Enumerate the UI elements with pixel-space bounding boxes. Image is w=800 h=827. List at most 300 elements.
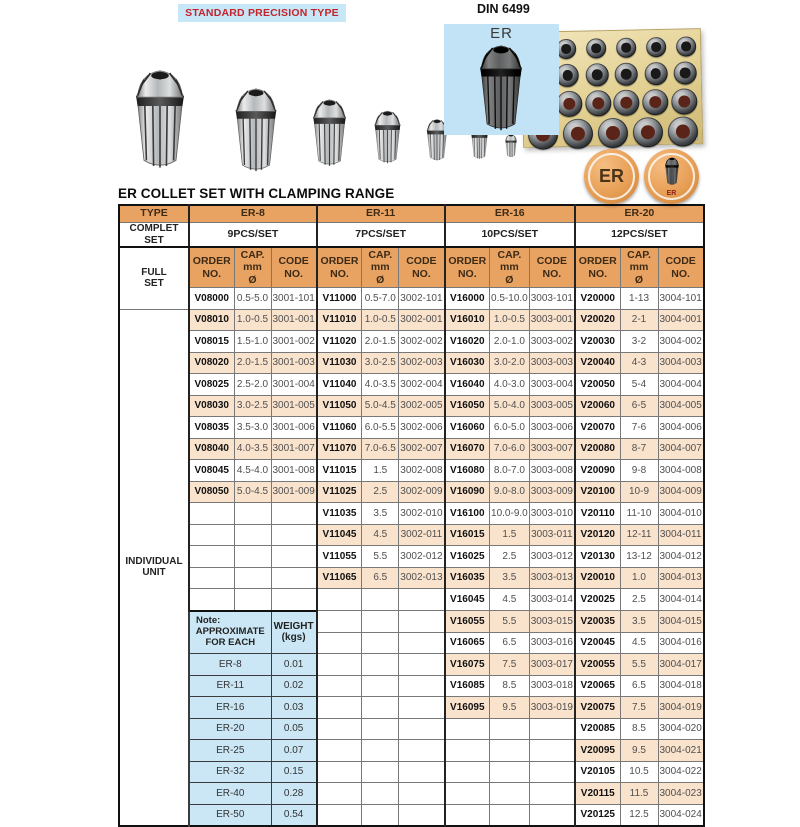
order-no: V20075 [575,697,620,719]
empty-cell [399,804,445,826]
collet-bore [651,42,660,51]
code-no: 3004-002 [658,331,704,353]
order-no: V11065 [317,567,362,589]
capacity-mm: 4.5-4.0 [234,460,271,482]
code-no: 3004-001 [658,309,704,331]
collet-bore [591,44,600,53]
order-no: V11015 [317,460,362,482]
capacity-mm: 2.5 [362,481,399,503]
tray-collet [585,90,612,117]
tray-collet [668,116,699,147]
capacity-mm: 8.5 [620,718,658,740]
order-no: V20030 [575,331,620,353]
tray-collet [616,37,636,57]
order-no: V16050 [445,395,490,417]
order-no: V20085 [575,718,620,740]
collet-bore [676,124,690,138]
weight-value: 0.54 [271,804,317,826]
empty-cell [362,740,399,762]
collet-bore [592,97,604,109]
empty-cell [445,740,490,762]
tray-collet [556,64,579,87]
empty-cell [189,503,234,525]
complet-set-label: COMPLET SET [119,223,189,248]
capacity-mm: 5.5 [490,611,530,633]
capacity-mm: 7.5 [620,697,658,719]
er-badge-sub-text: ER [666,190,677,197]
code-no: 3002-012 [399,546,445,568]
collet-bore [621,97,633,109]
order-no: V11000 [317,288,362,310]
tray-collet [644,62,667,85]
order-no: V16045 [445,589,490,611]
order-no: V16100 [445,503,490,525]
collet-photo [365,108,410,165]
capacity-mm: 5.5 [362,546,399,568]
code-no: 3003-001 [529,309,575,331]
order-no: V08000 [189,288,234,310]
empty-cell [189,589,234,611]
empty-cell [234,503,271,525]
code-no: 3004-013 [658,567,704,589]
tray-collet [586,38,606,58]
capacity-mm: 9-8 [620,460,658,482]
tray-collet [673,61,696,84]
code-no: 3004-019 [658,697,704,719]
empty-cell [445,783,490,805]
note-approximate-label: Note: APPROXIMATE FOR EACH [189,611,271,654]
code-no: 3003-004 [529,374,575,396]
code-no: 3002-101 [399,288,445,310]
capacity-mm: 2.0-1.5 [234,352,271,374]
group-header-er-16: ER-16 [445,205,575,223]
empty-cell [317,718,362,740]
type-header: TYPE [119,205,189,223]
empty-cell [399,783,445,805]
empty-cell [362,783,399,805]
order-no: V16000 [445,288,490,310]
capacity-mm: 10.0-9.0 [490,503,530,525]
capacity-mm: 5.0-4.5 [362,395,399,417]
code-no: 3001-004 [271,374,317,396]
code-no: 3004-018 [658,675,704,697]
order-no: V16060 [445,417,490,439]
collet-bore [650,68,661,79]
empty-cell [445,804,490,826]
code-no: 3003-008 [529,460,575,482]
individual-unit-label: INDIVIDUAL UNIT [119,309,189,826]
code-no: 3004-004 [658,374,704,396]
capacity-mm: 12-11 [620,524,658,546]
code-no: 3003-007 [529,438,575,460]
capacity-mm: 2-1 [620,309,658,331]
code-no: 3003-013 [529,567,575,589]
badge-collet-icon [657,156,687,186]
order-no: V20050 [575,374,620,396]
capacity-mm: 3.5-3.0 [234,417,271,439]
collet-bore [562,70,573,81]
code-no: 3002-013 [399,567,445,589]
empty-cell [399,632,445,654]
empty-cell [445,718,490,740]
capacity-mm: 1-13 [620,288,658,310]
empty-cell [362,804,399,826]
capacity-mm: 11-10 [620,503,658,525]
capacity-mm: 7.0-6.5 [362,438,399,460]
capacity-mm: 11.5 [620,783,658,805]
tray-collet [598,118,629,149]
weight-series-label: ER-11 [189,675,271,697]
empty-cell [317,611,362,633]
order-no: V16075 [445,654,490,676]
capacity-mm: 8-7 [620,438,658,460]
order-no: V08015 [189,331,234,353]
code-no: 3004-012 [658,546,704,568]
empty-cell [362,761,399,783]
group-header-er-20: ER-20 [575,205,704,223]
order-no: V20010 [575,567,620,589]
code-no: 3003-019 [529,697,575,719]
code-no: 3003-009 [529,481,575,503]
order-no: V16030 [445,352,490,374]
empty-cell [399,675,445,697]
empty-cell [189,567,234,589]
order-no: V16055 [445,611,490,633]
weight-value: 0.03 [271,697,317,719]
er-frame-label: ER [490,25,513,42]
order-no: V20020 [575,309,620,331]
empty-cell [399,718,445,740]
order-no: V16035 [445,567,490,589]
empty-cell [529,718,575,740]
empty-cell [317,697,362,719]
order-no: V16065 [445,632,490,654]
weight-series-label: ER-40 [189,783,271,805]
code-no: 3004-011 [658,524,704,546]
collet-bore [561,44,570,53]
code-no: 3001-001 [271,309,317,331]
code-no: 3004-022 [658,761,704,783]
order-no: V11035 [317,503,362,525]
cap-header: CAP. mm Ø [490,247,530,288]
empty-cell [529,761,575,783]
capacity-mm: 10-9 [620,481,658,503]
empty-cell [362,589,399,611]
order-no: V20090 [575,460,620,482]
order-no: V20105 [575,761,620,783]
weight-value: 0.15 [271,761,317,783]
empty-cell [317,804,362,826]
capacity-mm: 4.5 [620,632,658,654]
order-no: V08025 [189,374,234,396]
capacity-mm: 8.0-7.0 [490,460,530,482]
order-no: V11025 [317,481,362,503]
code-no: 3001-005 [271,395,317,417]
order-no: V11070 [317,438,362,460]
spec-table [118,204,705,827]
empty-cell [529,804,575,826]
tray-collet [613,89,640,116]
capacity-mm: 1.0-0.5 [490,309,530,331]
order-no-header: ORDER NO. [317,247,362,288]
order-no: V20000 [575,288,620,310]
order-no-header: ORDER NO. [189,247,234,288]
order-no: V08020 [189,352,234,374]
capacity-mm: 9.0-8.0 [490,481,530,503]
empty-cell [399,740,445,762]
capacity-mm: 4-3 [620,352,658,374]
collet-bore [606,126,620,140]
empty-cell [317,783,362,805]
code-no: 3004-008 [658,460,704,482]
order-no: V08030 [189,395,234,417]
capacity-mm: 3.0-2.0 [490,352,530,374]
capacity-mm: 3.5 [362,503,399,525]
tray-collet [671,88,698,115]
weight-value: 0.01 [271,654,317,676]
section-title: ER COLLET SET WITH CLAMPING RANGE [118,186,395,201]
collet-bore [621,43,630,52]
code-no: 3003-003 [529,352,575,374]
empty-cell [362,611,399,633]
order-no: V16015 [445,524,490,546]
order-no: V16090 [445,481,490,503]
empty-cell [317,740,362,762]
dark-collet-photo [465,41,537,133]
empty-cell [234,567,271,589]
code-no: 3002-011 [399,524,445,546]
capacity-mm: 4.0-3.0 [490,374,530,396]
order-no: V20095 [575,740,620,762]
capacity-mm: 5-4 [620,374,658,396]
weight-value: 0.07 [271,740,317,762]
order-no: V11010 [317,309,362,331]
empty-cell [189,546,234,568]
capacity-mm: 3.0-2.5 [362,352,399,374]
code-no: 3002-002 [399,331,445,353]
code-no: 3002-006 [399,417,445,439]
capacity-mm: 2.0-1.0 [490,331,530,353]
order-no: V20115 [575,783,620,805]
code-no-header: CODE NO. [399,247,445,288]
code-no: 3004-101 [658,288,704,310]
weight-series-label: ER-20 [189,718,271,740]
code-no: 3004-020 [658,718,704,740]
standard-precision-banner: STANDARD PRECISION TYPE [178,4,346,22]
din-standard-label: DIN 6499 [477,2,530,16]
code-no: 3004-006 [658,417,704,439]
empty-cell [362,675,399,697]
code-no: 3004-016 [658,632,704,654]
empty-cell [529,740,575,762]
capacity-mm: 4.0-3.5 [362,374,399,396]
capacity-mm: 5.0-4.5 [234,481,271,503]
empty-cell [362,718,399,740]
empty-cell [490,740,530,762]
capacity-mm: 6.0-5.0 [490,417,530,439]
order-no: V16025 [445,546,490,568]
order-no: V20110 [575,503,620,525]
er-collet-badge [644,149,699,204]
code-no: 3003-005 [529,395,575,417]
capacity-mm: 2.5 [490,546,530,568]
order-no: V16085 [445,675,490,697]
code-no: 3003-006 [529,417,575,439]
capacity-mm: 8.5 [490,675,530,697]
code-no: 3002-007 [399,438,445,460]
code-no: 3004-005 [658,395,704,417]
order-no: V16010 [445,309,490,331]
capacity-mm: 10.5 [620,761,658,783]
code-no: 3002-009 [399,481,445,503]
order-no: V20100 [575,481,620,503]
order-no: V20055 [575,654,620,676]
empty-cell [271,524,317,546]
code-no: 3002-010 [399,503,445,525]
empty-cell [362,697,399,719]
code-no: 3004-015 [658,611,704,633]
set-count: 9PCS/SET [189,223,317,248]
tray-collet [642,89,669,116]
set-count: 12PCS/SET [575,223,704,248]
tray-collet [646,37,666,57]
order-no: V20125 [575,804,620,826]
empty-cell [271,503,317,525]
group-header-er-8: ER-8 [189,205,317,223]
code-no: 3004-007 [658,438,704,460]
code-no: 3001-002 [271,331,317,353]
collet-bore [571,127,585,141]
order-no: V11060 [317,417,362,439]
capacity-mm: 6.5 [620,675,658,697]
code-no: 3004-017 [658,654,704,676]
code-no: 3001-007 [271,438,317,460]
weight-series-label: ER-8 [189,654,271,676]
code-no-header: CODE NO. [529,247,575,288]
capacity-mm: 9.5 [490,697,530,719]
order-no: V08050 [189,481,234,503]
empty-cell [271,546,317,568]
collet-bore [563,98,575,110]
code-no: 3003-016 [529,632,575,654]
order-no: V16080 [445,460,490,482]
capacity-mm: 6.5 [490,632,530,654]
capacity-mm: 2.5 [620,589,658,611]
order-no: V20045 [575,632,620,654]
order-no: V16095 [445,697,490,719]
empty-cell [317,589,362,611]
empty-cell [271,589,317,611]
capacity-mm: 6.5 [362,567,399,589]
empty-cell [189,524,234,546]
empty-cell [399,589,445,611]
code-no: 3001-003 [271,352,317,374]
collet-bore [592,69,603,80]
set-count: 7PCS/SET [317,223,445,248]
capacity-mm: 3.0-2.5 [234,395,271,417]
code-no: 3001-101 [271,288,317,310]
collet-photo [302,96,357,168]
order-no: V20025 [575,589,620,611]
empty-cell [317,761,362,783]
code-no: 3001-009 [271,481,317,503]
order-no: V11055 [317,546,362,568]
empty-cell [362,654,399,676]
empty-cell [271,567,317,589]
capacity-mm: 1.5-1.0 [234,331,271,353]
code-no: 3002-004 [399,374,445,396]
code-no: 3004-023 [658,783,704,805]
capacity-mm: 0.5-5.0 [234,288,271,310]
code-no: 3002-005 [399,395,445,417]
empty-cell [490,783,530,805]
cap-header: CAP. mm Ø [620,247,658,288]
group-header-er-11: ER-11 [317,205,445,223]
tray-collet [585,63,608,86]
collet-photo-large [120,62,200,174]
cap-header: CAP. mm Ø [234,247,271,288]
order-no: V20070 [575,417,620,439]
code-no: 3001-006 [271,417,317,439]
capacity-mm: 7.0-6.0 [490,438,530,460]
capacity-mm: 1.0-0.5 [362,309,399,331]
code-no: 3004-003 [658,352,704,374]
collet-photo-small [501,133,521,158]
empty-cell [529,783,575,805]
empty-cell [234,546,271,568]
code-no: 3002-008 [399,460,445,482]
collet-bore [621,69,632,80]
capacity-mm: 12.5 [620,804,658,826]
capacity-mm: 1.0 [620,567,658,589]
code-no: 3003-010 [529,503,575,525]
tray-collet [615,62,638,85]
empty-cell [317,632,362,654]
order-no: V11020 [317,331,362,353]
empty-cell [399,761,445,783]
order-no: V20065 [575,675,620,697]
code-no: 3003-018 [529,675,575,697]
weight-value: 0.28 [271,783,317,805]
code-no: 3003-012 [529,546,575,568]
capacity-mm: 5.0-4.0 [490,395,530,417]
empty-cell [399,654,445,676]
capacity-mm: 1.0-0.5 [234,309,271,331]
empty-cell [490,718,530,740]
capacity-mm: 3.5 [620,611,658,633]
er-badge-text: ER [598,166,624,186]
set-count: 10PCS/SET [445,223,575,248]
order-no: V20120 [575,524,620,546]
weight-series-label: ER-16 [189,697,271,719]
order-no: V20040 [575,352,620,374]
code-no: 3004-024 [658,804,704,826]
tray-collet [556,91,583,118]
capacity-mm: 3.5 [490,567,530,589]
capacity-mm: 1.5 [362,460,399,482]
code-no: 3002-001 [399,309,445,331]
tray-collet [633,117,664,148]
collet-photo [222,84,290,174]
weight-value: 0.02 [271,675,317,697]
weight-series-label: ER-25 [189,740,271,762]
tray-collet [563,118,594,149]
capacity-mm: 1.5 [490,524,530,546]
order-no-header: ORDER NO. [575,247,620,288]
empty-cell [317,654,362,676]
cap-header: CAP. mm Ø [362,247,399,288]
code-no: 3003-017 [529,654,575,676]
